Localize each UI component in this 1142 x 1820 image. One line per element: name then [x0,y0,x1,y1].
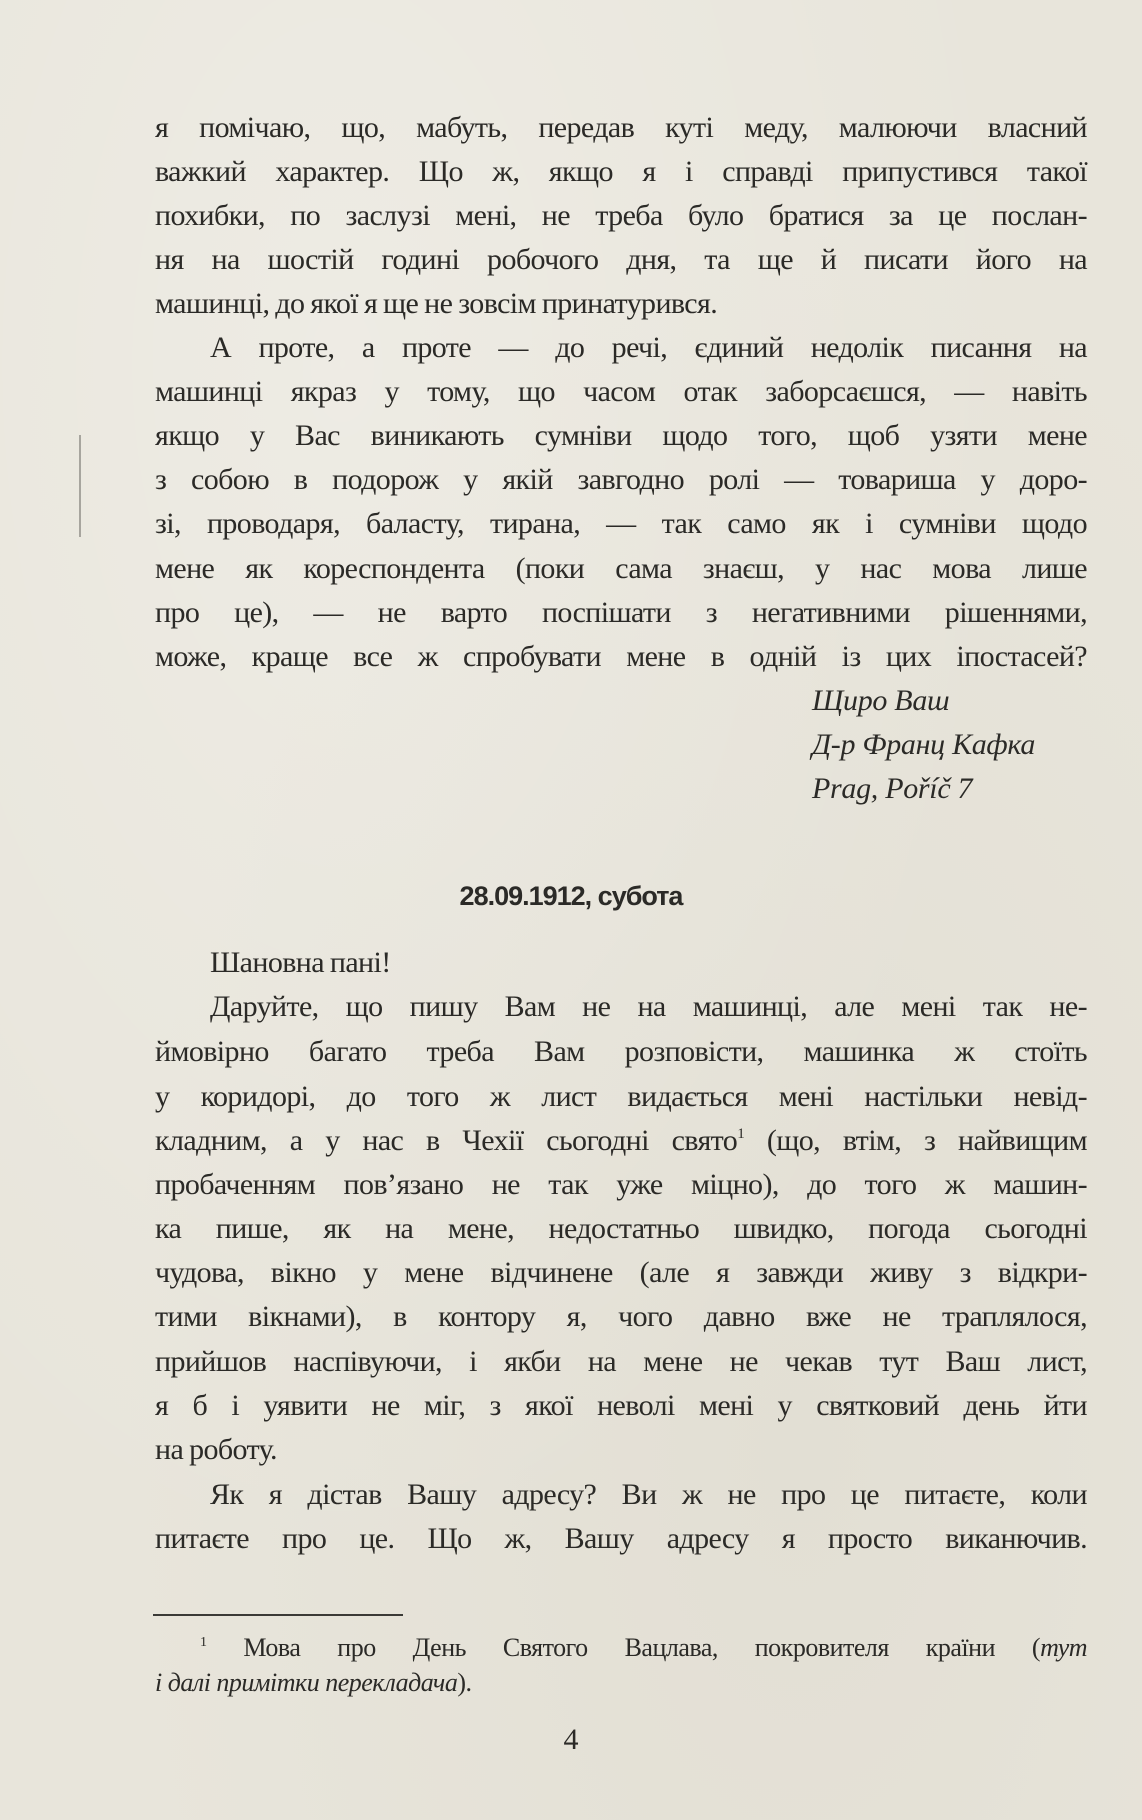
footnote-line [155,1667,1087,1699]
text-line: я помічаю, що, мабуть, передав куті меду, малюючи власний [155,111,1087,144]
footnote-italic: тут [1040,1633,1088,1662]
text-segment: кладним, а у нас в Чехії сьогодні свято [155,1124,738,1157]
text-line: важкий характер. Що ж, якщо я і справді припустився такої [155,155,1087,188]
salutation: Шановна пані! [210,946,391,979]
text-line: мене як кореспондента (поки сама знаєш, у нас мова лише [155,552,1087,585]
text-line: з собою в подорож у якій завгодно ролі — товариша у доро- [155,463,1087,496]
text-line: ка пише, як на мене, недостатньо швидко, погода сьогодні [155,1212,1087,1245]
text-line: на роботу. [155,1433,277,1466]
footnote-reference[interactable]: 1 [737,1126,745,1142]
text-line: про це), — не варто поспішати з негативними рішеннями, [155,596,1087,629]
text-line-with-footnote [155,1123,1087,1159]
footnote-text: ). [457,1668,472,1697]
text-line: у коридорі, до того ж лист видається мені настільки невід- [155,1080,1087,1113]
signature-address: Prag, Poříč 7 [812,772,973,805]
text-line: тими вікнами), в контору я, чого давно вже не траплялося, [155,1300,1087,1333]
text-line: ймовірно багато треба Вам розповісти, машинка ж стоїть [155,1035,1087,1068]
footnote-line [200,1632,1087,1664]
text-line: чудова, вікно у мене відчинене (але я завжди живу з відкри- [155,1256,1087,1289]
margin-pencil-mark [79,435,81,537]
text-line: пробаченням пов’язано не так уже міцно), до того ж машин- [155,1168,1087,1201]
text-line: Даруйте, що пишу Вам не на машинці, але мені так не- [210,990,1087,1023]
signature-name: Д-р Франц Кафка [812,728,1036,761]
text-line: якщо у Вас виникають сумніви щодо того, щоб узяти мене [155,419,1087,452]
signature-closing: Щиро Ваш [812,684,950,717]
footnote-marker: 1 [200,1635,207,1650]
footnote-italic: і далі примітки перекладача [155,1668,458,1697]
text-line: похибки, по заслузі мені, не треба було братися за це послан- [155,199,1087,232]
letter-date-heading: 28.09.1912, субота [459,881,683,911]
text-line: машинці якраз у тому, що часом отак заборсаєшся, — навіть [155,375,1087,408]
text-line: я б і уявити не міг, з якої неволі мені у святковий день йти [155,1389,1087,1422]
text-line: питаєте про це. Що ж, Вашу адресу я просто виканючив. [155,1522,1087,1555]
text-segment: (що, втім, з найвищим [744,1124,1088,1157]
text-line: Як я дістав Вашу адресу? Ви ж не про це питаєте, коли [210,1478,1087,1511]
text-line: зі, проводаря, баласту, тирана, — так само як і сумніви щодо [155,507,1087,540]
page-number: 4 [563,1723,579,1756]
text-line: ня на шостій годині робочого дня, та ще й писати його на [155,243,1087,276]
text-line: прийшов наспівуючи, і якби на мене не чекав тут Ваш лист, [155,1345,1087,1378]
text-line: може, краще все ж спробувати мене в одній із цих іпостасей? [155,640,1087,673]
footnote-text: Мова про День Святого Вацлава, покровителя країни ( [243,1633,1041,1662]
footnote-separator [153,1614,403,1616]
text-line: машинці, до якої я ще не зовсім принатурився. [155,287,718,320]
text-line: А проте, а проте — до речі, єдиний недолік писання на [210,331,1087,364]
